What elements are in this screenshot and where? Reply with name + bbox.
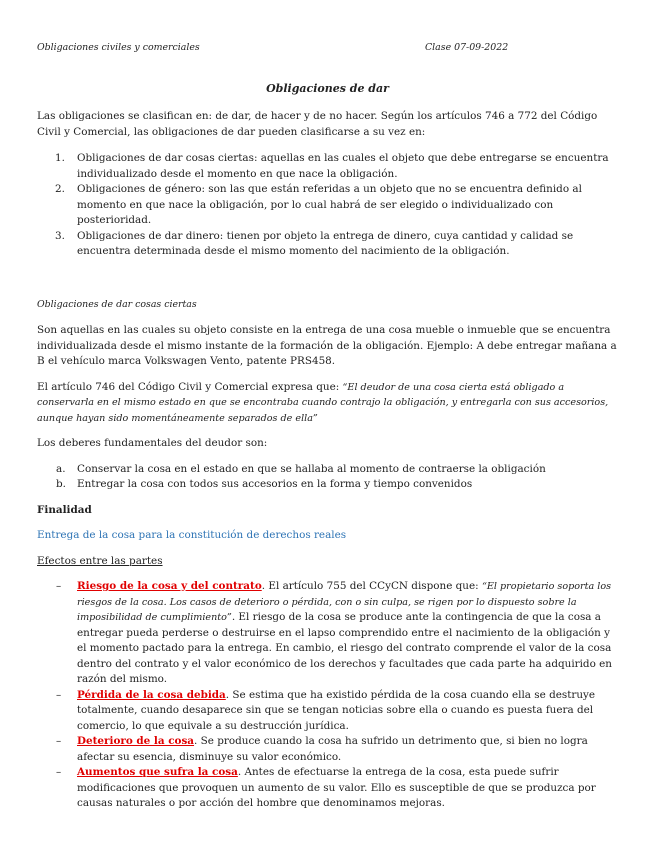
list-item <box>37 182 619 229</box>
list-item-text: Conservar la cosa en el estado en que se hallaba al momento de contraerse la obligación <box>77 462 546 475</box>
effects-list <box>37 579 619 812</box>
list-marker: 2. <box>55 183 65 195</box>
effect-quote: “El propietario soporta los riesgos de la cosa. Los casos de deterioro o pérdida, con o sin culpa, se rigen por lo dispuesto sobre la imposibilidad de cumplimiento” <box>77 581 612 623</box>
effect-text: . Se estima que ha existido pérdida de la cosa cuando ella se destruye totalmente, cuando desaparece sin que se tengan noticias sobre ella o cuando es puesta fuera del comercio, lo que equivale a su destrucción jurídica. <box>77 688 596 732</box>
finalidad-text: Entrega de la cosa para la constitución de derechos reales <box>37 529 347 541</box>
list-item-text: Obligaciones de dar cosas ciertas: aquellas en las cuales el objeto que debe entregarse se encuentra individualizado desde el momento en que nace la obligación. <box>77 152 609 180</box>
list-item <box>37 734 619 765</box>
article-paragraph <box>37 380 619 427</box>
effect-term: Riesgo de la cosa y del contrato <box>77 580 262 592</box>
effect-text: . El riesgo de la cosa se produce ante la contingencia de que la cosa a entregar pueda perderse o destruirse en el lapso comprendido entre el nacimiento de la obligación y el momento pactado para la entrega. En cambio, el riesgo del contrato comprende el valor de la cosa dentro del contrato y el valor económico de los derechos y facultades que cada parte ha adquirido en razón del mismo. <box>77 611 612 685</box>
document-body <box>37 109 619 812</box>
article-quote: “El deudor de una cosa cierta está obligado a conservarla en el mismo estado en que se encontraba cuando contrajo la obligación, y entregarla con sus accesorios, aunque hayan sido momentáneamente separados de ella” <box>37 381 609 424</box>
list-marker: b. <box>56 478 66 490</box>
classification-list <box>37 151 619 260</box>
effect-text: . El artículo 755 del CCyCN dispone que: <box>261 580 482 592</box>
list-item-text: Obligaciones de género: son las que están referidas a un objeto que no se encuentra definido al momento en que nace la obligación, por lo cual habrá de ser elegido o individualizado con posterioridad. <box>77 183 582 226</box>
effect-term: Aumentos que sufra la cosa <box>77 766 238 778</box>
duties-intro: Los deberes fundamentales del deudor son: <box>37 437 268 449</box>
list-item-text: Entregar la cosa con todos sus accesorios en la forma y tiempo convenidos <box>77 478 473 490</box>
list-item <box>37 151 619 182</box>
definition-paragraph: Son aquellas en las cuales su objeto consiste en la entrega de una cosa mueble o inmueble que se encuentra individualizada desde el mismo instante de la formación de la obligación. Ejemplo: A debe entregar mañana a B el vehículo marca Volkswagen Vento, patente PRS458. <box>37 324 617 367</box>
header-course: Obligaciones civiles y comerciales <box>37 42 200 53</box>
list-item <box>37 462 619 478</box>
list-item <box>37 579 619 688</box>
list-marker: 1. <box>55 152 65 164</box>
list-marker: – <box>56 735 62 747</box>
page-title: Obligaciones de dar <box>266 82 389 95</box>
effect-text: . Antes de efectuarse la entrega de la cosa, esta puede sufrir modificaciones que provoquen un aumento de su valor. Ello es susceptible de que se produzca por causas naturales o por acción del hombre que denominamos mejoras. <box>77 766 596 809</box>
list-item <box>37 477 619 493</box>
duties-list <box>37 462 619 493</box>
effect-term: Deterioro de la cosa <box>77 735 195 747</box>
header-date: Clase 07-09-2022 <box>425 42 509 53</box>
intro-paragraph: Las obligaciones se clasifican en: de dar, de hacer y de no hacer. Según los artículos 746 a 772 del Código Civil y Comercial, las obligaciones de dar pueden clasificarse a su vez en: <box>37 110 598 138</box>
list-item <box>37 765 619 812</box>
list-marker: – <box>56 688 62 701</box>
effect-term: Pérdida de la cosa debida <box>77 688 226 701</box>
list-item <box>37 229 619 260</box>
list-marker: a. <box>56 462 66 475</box>
list-marker: – <box>56 580 62 592</box>
effect-text: . Se produce cuando la cosa ha sufrido un detrimento que, si bien no logra afectar su esencia, disminuye su valor económico. <box>77 735 588 763</box>
list-item-text: Obligaciones de dar dinero: tienen por objeto la entrega de dinero, cuya cantidad y calidad se encuentra determinada desde el mismo momento del nacimiento de la obligación. <box>77 229 574 257</box>
section-heading: Obligaciones de dar cosas ciertas <box>37 298 197 310</box>
article-lead: El artículo 746 del Código Civil y Comercial expresa que: <box>37 380 343 393</box>
finalidad-heading: Finalidad <box>37 503 92 516</box>
effects-heading: Efectos entre las partes <box>37 554 163 567</box>
list-item <box>37 688 619 735</box>
list-marker: 3. <box>55 229 65 242</box>
list-marker: – <box>56 766 62 778</box>
